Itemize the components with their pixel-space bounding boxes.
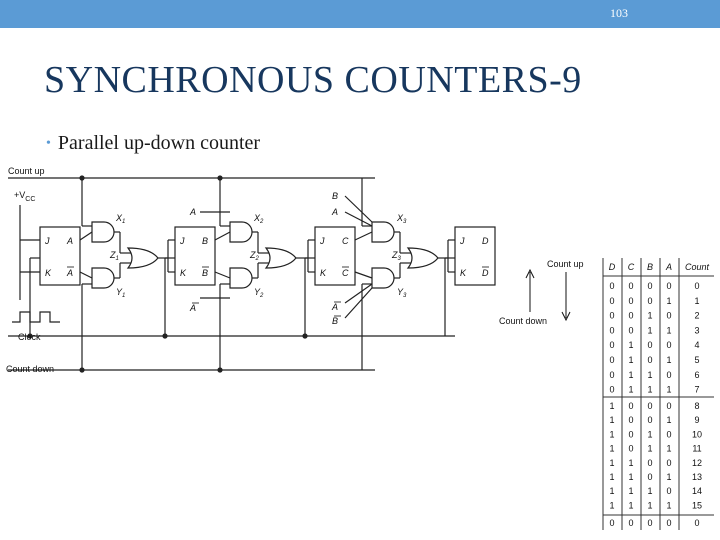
vcc-label-text: +V — [14, 190, 26, 200]
ff-d-q: D — [482, 236, 489, 246]
ff-a-k: K — [45, 268, 52, 278]
bullet-text: Parallel up-down counter — [57, 132, 261, 154]
table-cell: 1 — [647, 310, 653, 321]
table-cell: 0 — [628, 281, 634, 291]
table-cell: 0 — [628, 401, 634, 411]
table-cell: 1 — [666, 325, 672, 336]
table-cell: 2 — [694, 310, 700, 321]
table-cell: 11 — [692, 443, 702, 454]
count-sequence-area — [495, 250, 717, 535]
table-header-0: D — [608, 262, 616, 272]
table-cell: 0 — [647, 281, 653, 291]
table-cell: 1 — [628, 486, 634, 497]
clock-label: Clock — [18, 332, 41, 342]
table-cell: 1 — [666, 355, 672, 365]
table-cell: 1 — [647, 486, 653, 497]
slide-title: SYNCHRONOUS COUNTERS-9 — [44, 59, 582, 101]
table-cell: 0 — [609, 340, 615, 351]
table-cell: 0 — [647, 355, 653, 365]
table-cell: 0 — [609, 384, 615, 395]
ff-a-qbar: A — [67, 268, 74, 278]
table-cell: 8 — [694, 401, 700, 411]
gate-z1-label — [109, 250, 119, 262]
ff-a-j: J — [45, 236, 50, 246]
table-cell: 0 — [609, 518, 615, 528]
table-cell: 0 — [666, 310, 672, 321]
table-cell: 0 — [628, 518, 634, 528]
table-cell: 0 — [647, 472, 653, 482]
table-header-1: C — [627, 262, 635, 272]
count-down-bus-label: Count down — [6, 364, 55, 374]
table-cell: 0 — [666, 518, 672, 528]
gate-x1-text: X — [116, 213, 123, 223]
bullet-dot-icon: • — [46, 136, 51, 151]
table-cell: 0 — [666, 401, 672, 411]
table-cell: 0 — [628, 429, 634, 440]
ff-d-qbar: D — [482, 268, 489, 278]
table-cell: 0 — [609, 325, 615, 336]
table-cell: 15 — [691, 500, 703, 511]
ff-c-qbar: C — [342, 268, 349, 278]
gate-z1-sub: 1 — [115, 256, 119, 262]
table-cell: 1 — [647, 429, 653, 440]
table-cell: 12 — [691, 457, 703, 468]
gate-x1-label — [115, 213, 125, 225]
table-cell: 1 — [609, 486, 615, 497]
table-cell: 0 — [647, 401, 653, 411]
gate-y1-label — [116, 287, 125, 299]
stage2-input-a-bar: A — [190, 303, 197, 313]
table-cell: 0 — [666, 369, 672, 380]
table-cell: 13 — [691, 472, 703, 482]
table-cell: 1 — [647, 369, 653, 380]
table-cell: 0 — [694, 281, 700, 291]
gate-y1-sub: 1 — [122, 293, 126, 299]
table-cell: 1 — [666, 500, 672, 511]
count-up-bus-label: Count up — [8, 166, 45, 176]
table-cell: 1 — [666, 443, 672, 454]
gate-x1-sub: 1 — [122, 219, 126, 225]
table-cell: 0 — [647, 340, 653, 351]
counter-circuit-diagram — [0, 165, 500, 380]
table-cell: 0 — [628, 325, 634, 336]
table-cell: 1 — [666, 295, 672, 306]
gate-z3-sub: 3 — [397, 256, 401, 262]
table-cell: 1 — [609, 415, 615, 426]
table-cell: 4 — [694, 340, 700, 351]
table-cell: 1 — [647, 325, 653, 336]
gate-x3-sub: 3 — [403, 219, 407, 225]
table-cell: 0 — [609, 355, 615, 365]
table-header-4: Count — [684, 262, 710, 272]
gate-y1-text: Y — [116, 287, 123, 297]
table-cell: 1 — [647, 443, 653, 454]
table-cell: 1 — [628, 500, 634, 511]
table-cell: 0 — [628, 415, 634, 426]
table-cell: 1 — [647, 384, 653, 395]
table-cell: 1 — [609, 457, 615, 468]
count-up-arrow-label: Count up — [547, 259, 584, 269]
gate-x3-label — [396, 213, 407, 225]
gate-y3-sub: 3 — [403, 293, 407, 299]
gate-y2-label — [254, 287, 264, 299]
table-cell: 1 — [609, 443, 615, 454]
table-cell: 0 — [647, 415, 653, 426]
stage3-input-b-bar: B — [332, 316, 339, 326]
table-cell: 0 — [609, 281, 615, 291]
gate-x2-text: X — [254, 213, 261, 223]
table-cell: 0 — [628, 295, 634, 306]
table-cell: 1 — [609, 401, 615, 411]
table-cell: 14 — [691, 486, 703, 497]
table-cell: 0 — [609, 295, 615, 306]
table-cell: 0 — [609, 369, 615, 380]
table-cell: 1 — [666, 384, 672, 395]
ff-c-q: C — [342, 236, 349, 246]
gate-y2-text: Y — [254, 287, 261, 297]
gate-x2-label — [253, 213, 264, 225]
ff-a-q: A — [67, 236, 74, 246]
gate-x3-text: X — [397, 213, 404, 223]
table-cell: 10 — [691, 429, 703, 440]
vcc-label-sub: CC — [25, 196, 36, 203]
table-header-3: A — [665, 262, 673, 272]
ff-d-j: J — [460, 236, 465, 246]
table-cell: 1 — [628, 384, 634, 395]
table-cell: 0 — [666, 281, 672, 291]
table-cell: 1 — [609, 500, 615, 511]
stage3-input-a: A — [332, 207, 339, 217]
table-cell: 1 — [666, 415, 672, 426]
table-cell: 9 — [694, 415, 700, 426]
table-cell: 1 — [694, 295, 700, 306]
table-header-2: B — [646, 262, 654, 272]
ff-b-qbar: B — [202, 268, 209, 278]
table-cell: 6 — [694, 369, 700, 380]
gate-y2-sub: 2 — [260, 293, 264, 299]
ff-d-k: K — [460, 268, 467, 278]
gate-x2-sub: 2 — [260, 219, 264, 225]
table-cell: 0 — [647, 457, 653, 468]
table-cell: 1 — [609, 472, 615, 482]
table-cell: 7 — [694, 384, 700, 395]
table-cell: 1 — [666, 472, 672, 482]
ff-b-k: K — [180, 268, 187, 278]
gate-z2-text: Z — [250, 250, 256, 260]
table-cell: 1 — [628, 355, 634, 365]
gate-y3-label — [397, 287, 407, 299]
table-cell: 0 — [666, 486, 672, 497]
table-cell: 0 — [628, 443, 634, 454]
table-cell: 5 — [694, 355, 700, 365]
table-cell: 0 — [647, 295, 653, 306]
table-cell: 1 — [609, 429, 615, 440]
ff-b-j: J — [180, 236, 185, 246]
bullet-item — [46, 132, 260, 155]
table-cell: 0 — [666, 340, 672, 351]
table-cell: 0 — [647, 518, 653, 528]
gate-z1-text: Z — [110, 250, 116, 260]
table-cell: 0 — [694, 518, 700, 528]
ff-c-k: K — [320, 268, 327, 278]
table-cell: 1 — [628, 369, 634, 380]
slide-header-bar — [0, 0, 720, 28]
gate-y3-text: Y — [397, 287, 404, 297]
stage3-input-b: B — [332, 191, 339, 201]
table-cell: 1 — [628, 340, 634, 351]
table-cell: 0 — [628, 310, 634, 321]
slide-number: 103 — [610, 6, 628, 20]
table-cell: 0 — [609, 310, 615, 321]
gate-z2-sub: 2 — [255, 256, 259, 262]
table-cell: 0 — [666, 429, 672, 440]
table-cell: 3 — [694, 325, 700, 336]
gate-z3-text: Z — [392, 250, 398, 260]
table-cell: 1 — [628, 472, 634, 482]
vcc-label — [14, 190, 35, 203]
stage2-input-a: A — [190, 207, 197, 217]
count-down-arrow-label: Count down — [499, 316, 548, 326]
stage3-input-a-bar: A — [332, 302, 339, 312]
table-cell: 1 — [647, 500, 653, 511]
table-cell: 0 — [666, 457, 672, 468]
ff-b-q: B — [202, 236, 209, 246]
table-cell: 1 — [628, 457, 634, 468]
ff-c-j: J — [320, 236, 325, 246]
